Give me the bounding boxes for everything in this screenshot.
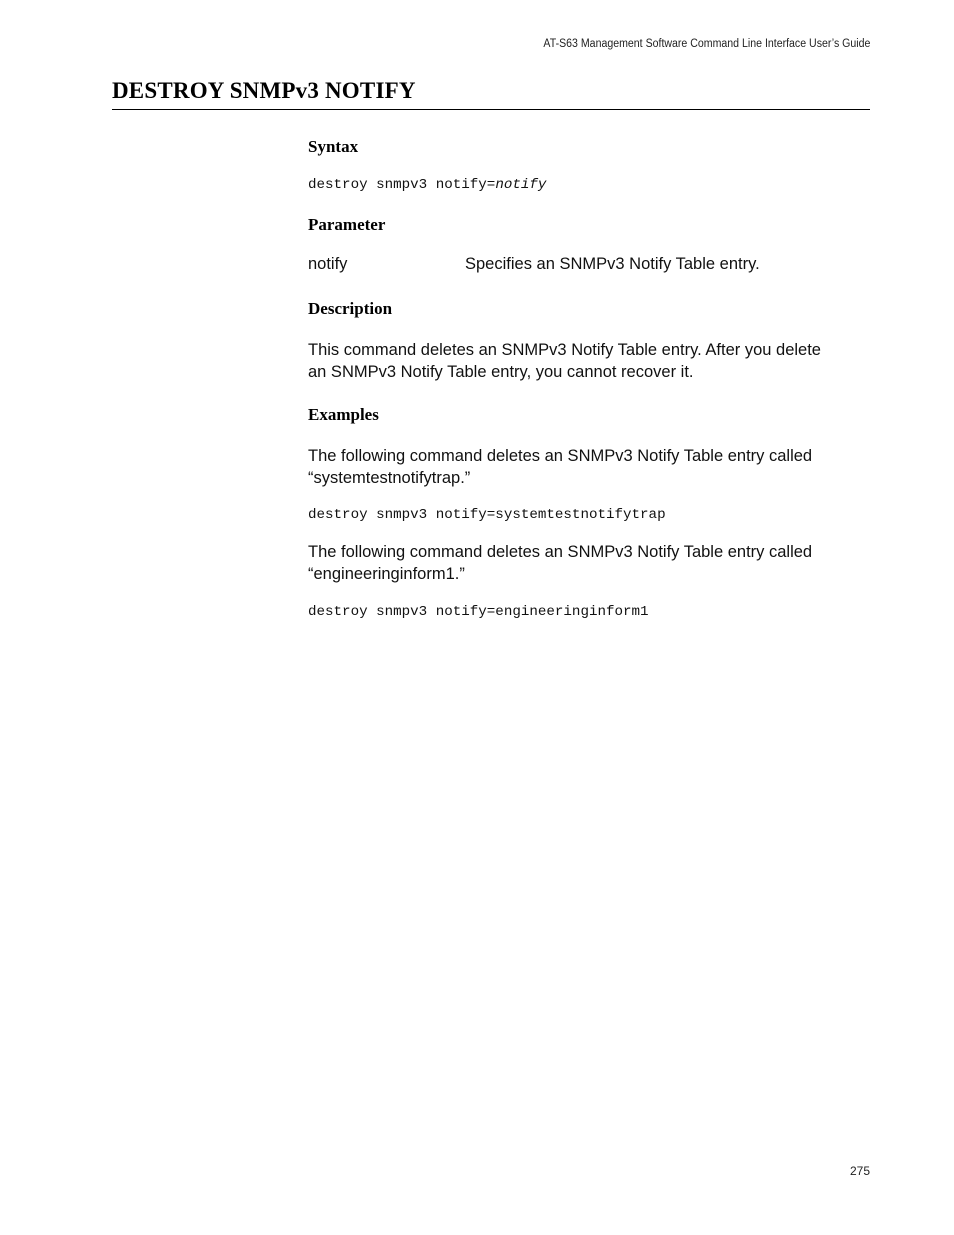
description-paragraph [308,339,860,383]
description-line-1: This command deletes an SNMPv3 Notify Table entry. After you delete [308,341,821,359]
example-2-line-2: “engineeringinform1.” [308,565,465,583]
example-2-line-1: The following command deletes an SNMPv3 Notify Table entry called [308,543,813,561]
parameter-heading: Parameter [308,215,386,234]
page-number: 275 [849,1164,870,1178]
syntax-command-prefix: destroy snmpv3 notify= [308,177,496,193]
example-2-paragraph [308,541,860,585]
parameter-name: notify [308,255,348,273]
syntax-command-variable: notify [495,177,547,193]
example-2-command: destroy snmpv3 notify=engineeringinform1 [308,604,649,620]
running-header: AT-S63 Management Software Command Line Interface User’s Guide [543,38,870,50]
example-1-command: destroy snmpv3 notify=systemtestnotifytrap [308,507,666,523]
examples-heading: Examples [308,405,379,424]
description-heading: Description [308,299,393,318]
syntax-heading: Syntax [308,137,359,156]
example-1-paragraph [308,445,860,489]
page-title: DESTROY SNMPv3 NOTIFY [112,78,416,103]
syntax-command [308,177,546,193]
example-1-line-2: “systemtestnotifytrap.” [308,469,471,487]
parameter-description: Specifies an SNMPv3 Notify Table entry. [465,255,760,273]
description-line-2: an SNMPv3 Notify Table entry, you cannot recover it. [308,363,694,381]
example-1-line-1: The following command deletes an SNMPv3 Notify Table entry called [308,447,813,465]
title-divider [112,109,870,110]
